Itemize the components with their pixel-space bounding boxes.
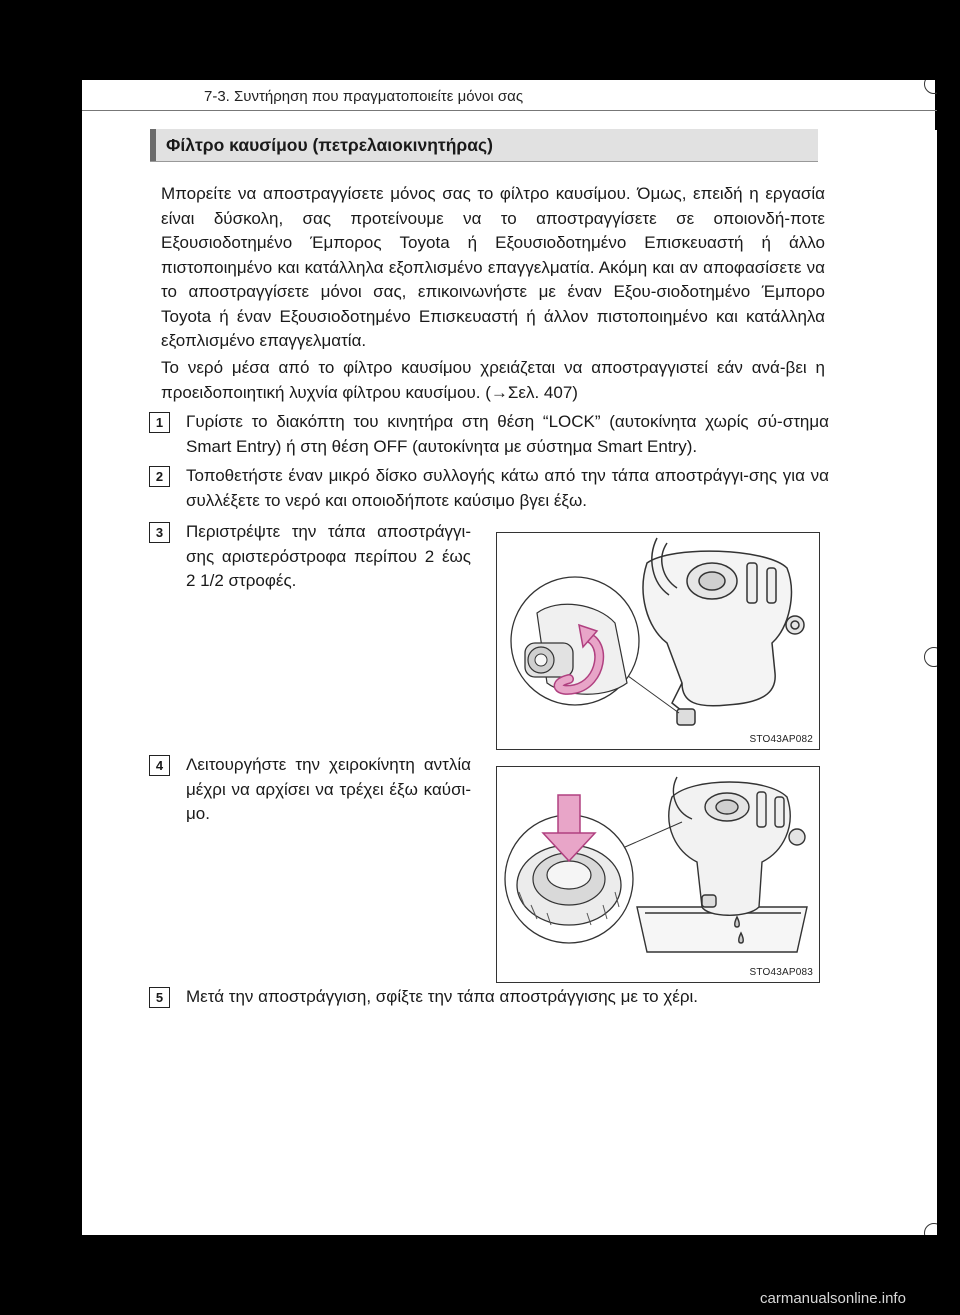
step-text: Γυρίστε το διακόπτη του κινητήρα στη θέση “LOCK” (αυτοκίνητα χωρίς σύ-στημα Smart Entry) ή στη θέση OFF (αυτοκίνητα με σύστημα Smart Entry). — [186, 412, 829, 456]
figure-drain-plug — [496, 532, 820, 750]
step-text: Τοποθετήστε έναν μικρό δίσκο συλλογής κάτω από την τάπα αποστράγγι-σης για να συλλέξετε το νερό και οποιοδήποτε καύσιμο βγει έξω. — [186, 466, 829, 510]
step-number: 4 — [149, 755, 170, 776]
registration-mark-middle — [924, 647, 937, 667]
step-number: 2 — [149, 466, 170, 487]
hand-pump-illustration — [497, 767, 819, 982]
step-text: Μετά την αποστράγγιση, σφίξτε την τάπα αποστράγγισης με το χέρι. — [186, 987, 699, 1006]
drain-plug-illustration — [497, 533, 819, 749]
section-rule — [150, 161, 818, 162]
registration-mark-top — [924, 80, 937, 94]
figure-hand-pump — [496, 766, 820, 983]
step-text: Λειτουργήστε την χειροκίνητη αντλία μέχρι να αρχίσει να τρέχει έξω καύσι-μο. — [186, 755, 471, 823]
registration-mark-bottom — [924, 1223, 937, 1235]
figure-code: STO43AP082 — [749, 734, 813, 745]
figure-code: STO43AP083 — [749, 967, 813, 978]
step-text: Περιστρέψτε την τάπα αποστράγγι-σης αριστερόστροφα περίπου 2 έως 2 1/2 στροφές. — [186, 522, 471, 590]
section-title: Φίλτρο καυσίμου (πετρελαιοκινητήρας) — [166, 134, 493, 155]
step-number: 3 — [149, 522, 170, 543]
chapter-header: 7-3. Συντήρηση που πραγματοποιείτε μόνοι σας — [204, 88, 524, 105]
header-rule — [82, 110, 937, 111]
intro-paragraph-2: Το νερό μέσα από το φίλτρο καυσίμου χρειάζεται να αποστραγγιστεί εάν ανά-βει η προειδοποιητική λυχνία φίλτρου καυσίμου. (→Σελ. 407) — [161, 358, 825, 402]
section-title-bar — [150, 129, 818, 161]
step-number: 5 — [149, 987, 170, 1008]
step-1 — [149, 410, 829, 459]
intro-paragraph-1: Μπορείτε να αποστραγγίσετε μόνος σας το φίλτρο καυσίμου. Όμως, επειδή η εργασία είναι δύσκολη, σας προτείνουμε να το αποστραγγίσετε σε οποιονδή-ποτε Εξουσιοδοτημένο Έμπορος Toyota ή Εξουσιοδοτημένο Επισκευαστή ή άλλο πιστοποιημένο και κατάλληλα εξοπλισμένο επαγγελματία. Ακόμη και αν αποφασίσετε να το αποστραγγίσετε μόνοι σας, επικοινωνήστε με έναν Εξου-σιοδοτημένο Έμπορο Toyota ή έναν Εξουσιοδοτημένο Επισκευαστή ή άλλον πιστοποιημένο και κατάλληλα εξοπλισμένο επαγγελματία. — [161, 184, 825, 350]
site-watermark: carmanualsonline.info — [760, 1290, 906, 1307]
step-5 — [149, 985, 829, 1010]
step-number: 1 — [149, 412, 170, 433]
step-2 — [149, 464, 829, 513]
manual-page — [82, 80, 937, 1235]
